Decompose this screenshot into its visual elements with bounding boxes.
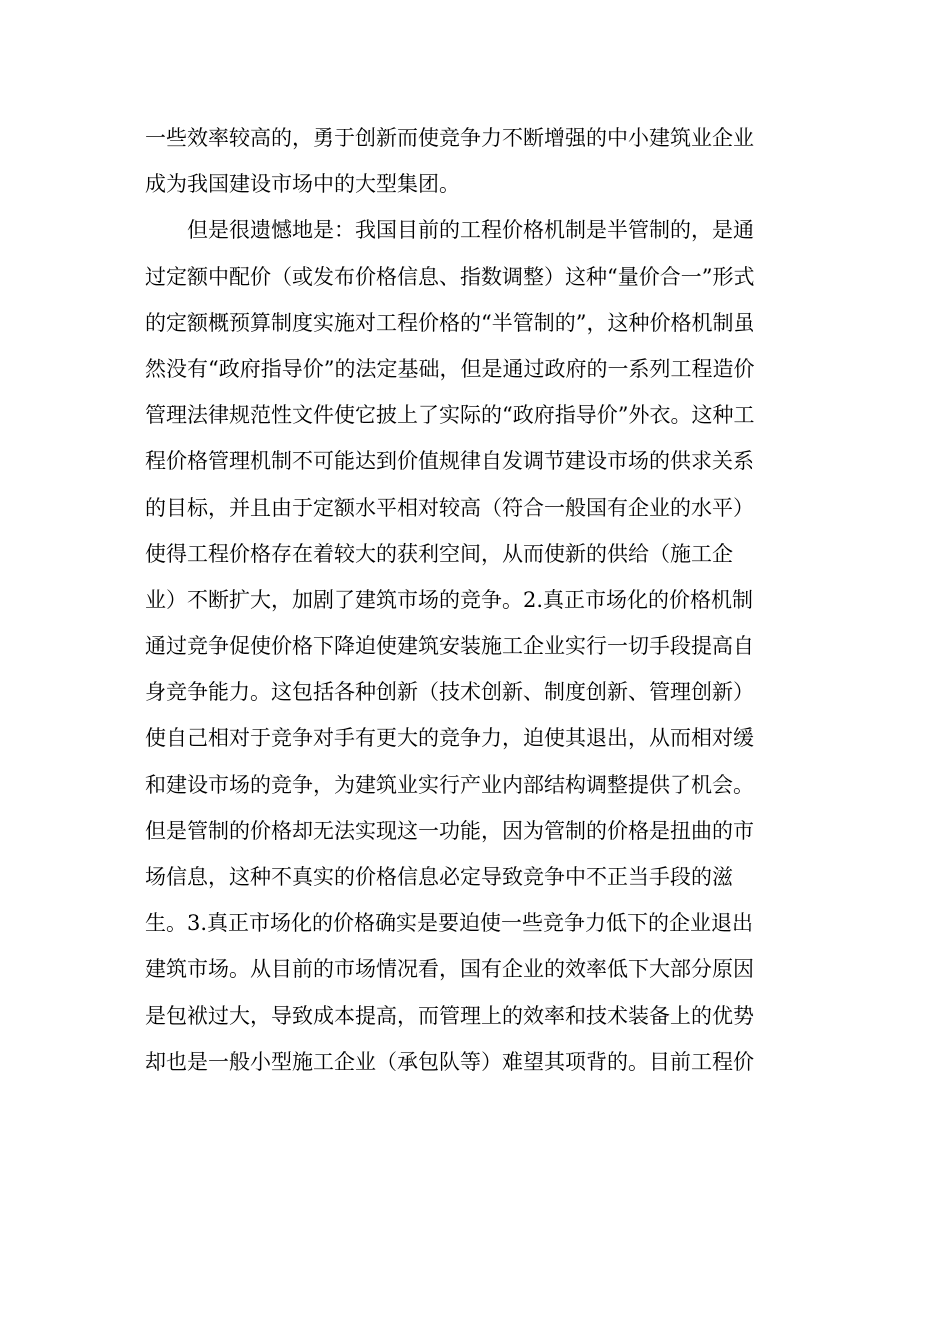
text-line: 通过竞争促使价格下降迫使建筑安装施工企业实行一切手段提高自 [145, 634, 754, 659]
text-line: 然没有“政府指导价”的法定基础，但是通过政府的一系列工程造价 [145, 356, 755, 381]
text-line: 一些效率较高的，勇于创新而使竞争力不断增强的中小建筑业企业 [145, 126, 754, 150]
text-line: 过定额中配价（或发布价格信息、指数调整）这种“量价合一”形式 [145, 264, 755, 289]
text-line: 使得工程价格存在着较大的获利空间，从而使新的供给（施工企 [145, 541, 733, 566]
text-line: 管理法律规范性文件使它披上了实际的“政府指导价”外衣。这种工 [145, 403, 755, 428]
paragraph-start-line: 但是很遗憾地是：我国目前的工程价格机制是半管制的，是通 [187, 218, 754, 243]
text-line: 是包袱过大，导致成本提高，而管理上的效率和技术装备上的优势 [145, 1003, 754, 1028]
text-line: 业）不断扩大，加剧了建筑市场的竞争。2.真正市场化的价格机制 [145, 587, 754, 612]
text-line: 身竞争能力。这包括各种创新（技术创新、制度创新、管理创新） [145, 680, 754, 705]
body-text [145, 115, 805, 1085]
text-line: 使自己相对于竞争对手有更大的竞争力，迫使其退出，从而相对缓 [145, 726, 754, 751]
text-line: 建筑市场。从目前的市场情况看，国有企业的效率低下大部分原因 [145, 957, 754, 982]
text-line: 成为我国建设市场中的大型集团。 [145, 172, 460, 197]
text-line: 场信息，这种不真实的价格信息必定导致竞争中不正当手段的滋 [145, 865, 733, 889]
text-line: 生。3.真正市场化的价格确实是要迫使一些竞争力低下的企业退出 [145, 911, 754, 936]
text-line: 的目标，并且由于定额水平相对较高（符合一般国有企业的水平） [145, 495, 754, 520]
text-line: 的定额概预算制度实施对工程价格的“半管制的”，这种价格机制虽 [145, 310, 755, 335]
text-line: 和建设市场的竞争，为建筑业实行产业内部结构调整提供了机会。 [145, 772, 754, 797]
text-line: 却也是一般小型施工企业（承包队等）难望其项背的。目前工程价 [145, 1049, 754, 1074]
text-line: 但是管制的价格却无法实现这一功能，因为管制的价格是扭曲的市 [145, 818, 754, 843]
text-line: 程价格管理机制不可能达到价值规律自发调节建设市场的供求关系 [145, 449, 754, 474]
